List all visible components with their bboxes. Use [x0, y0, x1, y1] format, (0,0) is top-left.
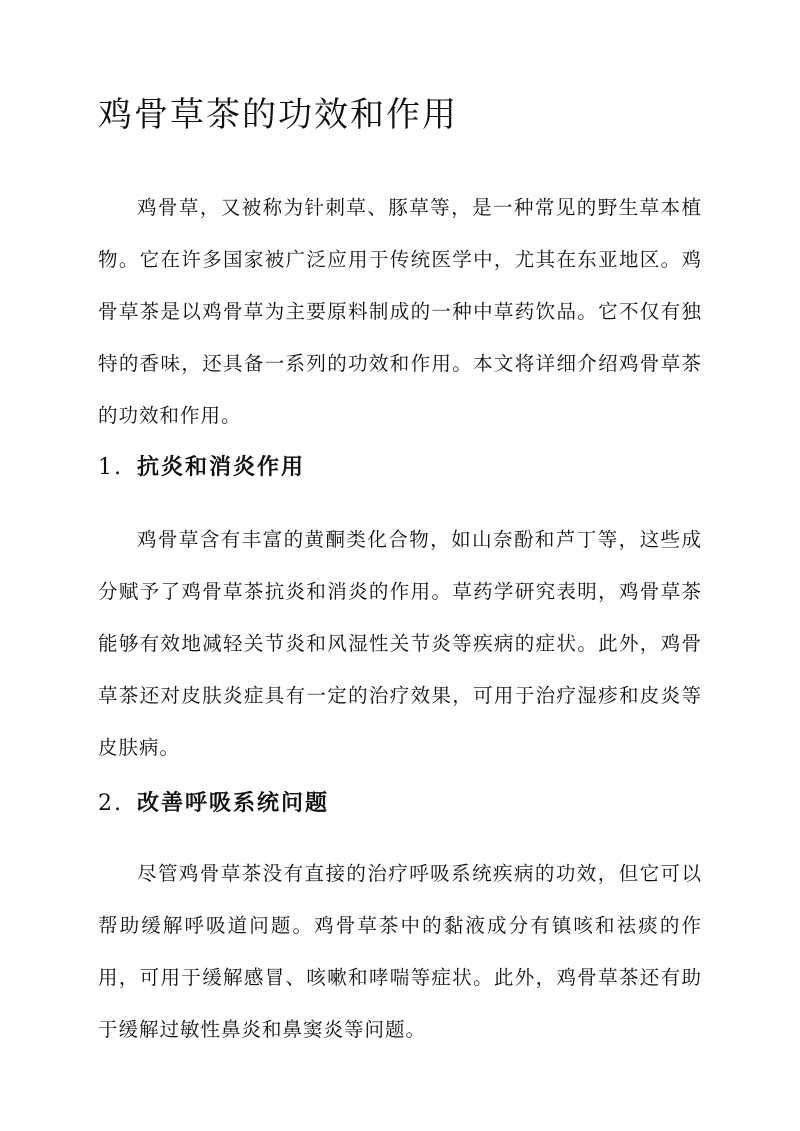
- section-title: 抗炎和消炎作用: [137, 454, 306, 480]
- section-heading-1: [98, 450, 305, 485]
- section-number: 2.: [98, 791, 123, 816]
- section-body-2: 尽管鸡骨草茶没有直接的治疗呼吸系统疾病的功效，但它可以帮助缓解呼吸道问题。鸡骨草茶中的黏液成分有镇咳和祛痰的作用，可用于缓解感冒、咳嗽和哮喘等症状。此外，鸡骨草茶还有助于缓解过敏性鼻炎和鼻窦炎等问题。: [98, 862, 702, 1041]
- page-title: 鸡骨草茶的功效和作用: [98, 95, 458, 135]
- section-title: 改善呼吸系统问题: [137, 790, 330, 816]
- section-number: 1.: [98, 455, 123, 480]
- section-heading-2: [98, 786, 329, 821]
- section-body-1: 鸡骨草含有丰富的黄酮类化合物，如山奈酚和芦丁等，这些成分赋予了鸡骨草茶抗炎和消炎的作用。草药学研究表明，鸡骨草茶能够有效地减轻关节炎和风湿性关节炎等疾病的症状。此外，鸡骨草茶还对皮肤炎症具有一定的治疗效果，可用于治疗湿疹和皮炎等皮肤病。: [98, 528, 702, 759]
- intro-paragraph: 鸡骨草，又被称为针刺草、豚草等，是一种常见的野生草本植物。它在许多国家被广泛应用于传统医学中，尤其在东亚地区。鸡骨草茶是以鸡骨草为主要原料制成的一种中草药饮品。它不仅有独特的香味，还具备一系列的功效和作用。本文将详细介绍鸡骨草茶的功效和作用。: [98, 196, 702, 427]
